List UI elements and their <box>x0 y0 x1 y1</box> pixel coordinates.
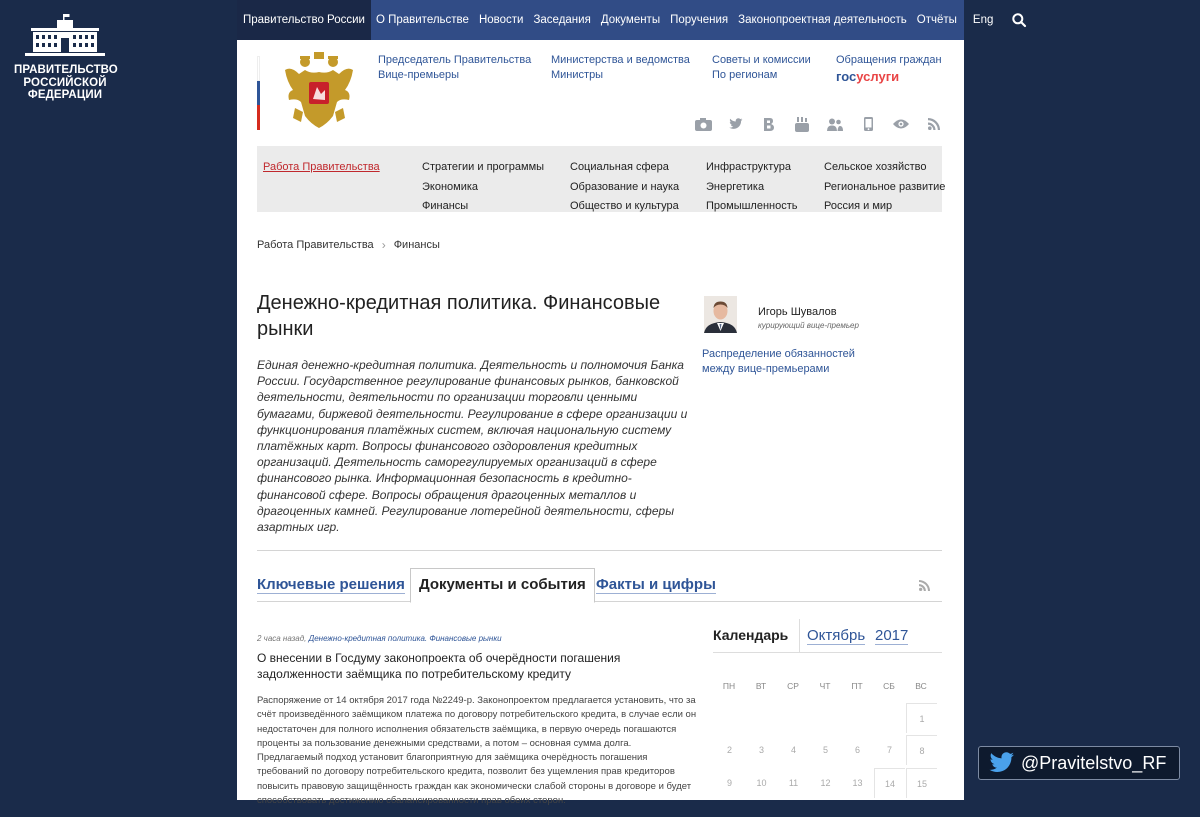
responsibilities-link-text: Распределение обязанностей между вице-премьерами <box>702 348 855 375</box>
calendar-year-select[interactable] <box>875 627 908 644</box>
nav-english[interactable]: Eng <box>972 14 994 26</box>
russian-flag-stripe <box>257 56 260 130</box>
brand-line-2: РОССИЙСКОЙ <box>23 76 107 89</box>
news-time: 2 часа назад, <box>257 634 307 643</box>
white-house-logo-icon <box>25 14 105 58</box>
weekday-label: ЧТ <box>819 681 831 691</box>
weekday-label: ВС <box>915 681 927 691</box>
search-icon <box>1012 13 1026 27</box>
menu-education[interactable]: Образование и наука <box>570 180 680 193</box>
calendar-day[interactable]: 4 <box>790 745 796 755</box>
link-regions[interactable]: По регионам <box>712 69 778 81</box>
mobile-icon[interactable] <box>860 117 876 131</box>
calendar-day[interactable]: 2 <box>726 745 732 755</box>
content-tabs <box>257 568 942 602</box>
menu-regional[interactable]: Региональное развитие <box>824 180 946 193</box>
nav-documents[interactable]: Документы <box>600 14 661 26</box>
calendar-day[interactable]: 8 <box>906 735 937 765</box>
header-col-leaders <box>378 53 531 83</box>
gosuslugi-part-1: гос <box>836 69 857 84</box>
calendar-day[interactable]: 9 <box>726 778 732 788</box>
nav-reports[interactable]: Отчёты <box>916 14 957 26</box>
header-col-councils <box>712 53 811 83</box>
menu-col-2 <box>570 158 679 217</box>
calendar-month-select[interactable] <box>807 627 865 644</box>
menu-finance[interactable]: Финансы <box>422 200 469 212</box>
calendar-month: Октябрь <box>807 627 866 644</box>
calendar-day[interactable]: 3 <box>758 745 764 755</box>
twitter-icon[interactable] <box>728 117 744 131</box>
top-navigation <box>237 0 994 40</box>
calendar-day[interactable]: 11 <box>788 778 799 788</box>
link-citizen-appeals[interactable]: Обращения граждан <box>836 54 942 66</box>
nav-instructions[interactable]: Поручения <box>670 14 729 26</box>
section-divider <box>257 550 942 551</box>
link-chairman[interactable]: Председатель Правительства <box>378 54 532 66</box>
menu-col-3 <box>706 158 798 217</box>
calendar-day[interactable]: 10 <box>756 778 767 788</box>
breadcrumb-item[interactable]: Работа Правительства <box>257 239 374 251</box>
menu-economy[interactable]: Экономика <box>422 180 479 193</box>
weekday-label: СР <box>787 681 799 691</box>
calendar-title: Календарь <box>713 627 789 643</box>
nav-news[interactable]: Новости <box>478 14 524 26</box>
calendar-header <box>713 617 942 653</box>
calendar-day[interactable]: 15 <box>906 768 937 798</box>
header-col-ministries <box>551 53 690 83</box>
tab-documents-events-label: Документы и события <box>419 576 586 593</box>
header-col-appeals <box>836 53 942 85</box>
link-ministries[interactable]: Министерства и ведомства <box>551 54 690 66</box>
tab-documents-events[interactable] <box>410 568 595 603</box>
brand-line-3: ФЕДЕРАЦИИ <box>27 89 103 101</box>
calendar-day[interactable]: 5 <box>822 745 828 755</box>
coat-of-arms-icon[interactable] <box>281 52 357 130</box>
avatar <box>704 296 737 333</box>
social-links <box>695 117 942 131</box>
calendar-day[interactable]: 12 <box>820 778 831 788</box>
menu-agriculture[interactable]: Сельское хозяйство <box>824 161 927 173</box>
weekday-label: СБ <box>883 681 895 691</box>
government-brand[interactable] <box>14 14 116 102</box>
calendar-year: 2017 <box>875 627 909 644</box>
menu-social[interactable]: Социальная сфера <box>570 161 669 173</box>
calendar-day[interactable]: 7 <box>886 745 892 755</box>
rss-icon[interactable] <box>919 578 930 596</box>
twitter-badge[interactable] <box>978 746 1180 780</box>
main-page <box>237 0 994 807</box>
menu-society[interactable]: Общество и культура <box>570 200 679 212</box>
eye-icon[interactable] <box>893 117 909 131</box>
menu-col-1 <box>422 158 544 217</box>
menu-russia-world[interactable]: Россия и мир <box>824 200 893 212</box>
weekday-label: ВТ <box>755 681 767 691</box>
calendar-day[interactable]: 13 <box>852 778 863 788</box>
calendar-divider <box>799 619 800 653</box>
weekday-label: ПТ <box>851 681 863 691</box>
news-tag-link[interactable]: Денежно-кредитная политика. Финансовые рынки <box>308 634 502 643</box>
link-vice-premiers[interactable]: Вице-премьеры <box>378 69 460 81</box>
nav-government-russia[interactable]: Правительство России <box>237 0 371 40</box>
vk-icon[interactable] <box>761 117 777 131</box>
menu-energy[interactable]: Энергетика <box>706 180 765 193</box>
news-meta <box>257 634 502 643</box>
breadcrumb-item[interactable]: Финансы <box>393 239 440 251</box>
menu-industry[interactable]: Промышленность <box>706 200 798 212</box>
tab-facts-figures[interactable] <box>596 568 716 602</box>
calendar-day[interactable]: 14 <box>874 768 905 798</box>
link-councils[interactable]: Советы и комиссии <box>712 54 811 66</box>
curator-name: Игорь Шувалов <box>758 306 837 318</box>
menu-government-work[interactable]: Работа Правительства <box>263 161 380 173</box>
calendar-day[interactable]: 1 <box>906 703 937 733</box>
section-menu <box>257 146 946 212</box>
camera-icon[interactable] <box>695 117 711 131</box>
nav-about-government[interactable]: О Правительстве <box>375 14 469 26</box>
page-title: Денежно-кредитная политика. Финансовые рынки <box>257 292 661 340</box>
responsibilities-link[interactable] <box>702 347 862 376</box>
people-icon[interactable] <box>827 117 843 131</box>
menu-col-4 <box>824 158 945 217</box>
tab-key-decisions-label: Ключевые решения <box>257 576 405 593</box>
menu-strategies[interactable]: Стратегии и программы <box>422 161 545 173</box>
chevron-right-icon: › <box>381 238 386 252</box>
site-header <box>237 40 964 140</box>
youtube-icon[interactable] <box>794 117 810 131</box>
menu-infrastructure[interactable]: Инфраструктура <box>706 161 792 173</box>
link-ministers[interactable]: Министры <box>551 69 604 81</box>
search-button[interactable] <box>1006 0 1032 40</box>
breadcrumb <box>257 238 440 252</box>
gosuslugi-logo[interactable] <box>836 68 942 85</box>
news-body: Распоряжение от 14 октября 2017 года №2249-р. Законопроектом предлагается установить, что за счёт произведённого заёмщиком платежа по договору потребительского кредита, в случае если он недостаточен для полного исполнения обязательств заёмщика, в первую очередь погашаются проценты за пользование денежными средствами, а потом – основная сумма долга. Предлагаемый подход установит благоприятную для заёмщика очерёдность погашения требований по договору потребительского кредита, позволит без ущемления прав кредиторов повысить правовую защищённость граждан как экономически слабой стороны в договоре и будет способствовать достижению сбалансированности прав обеих сторон. <box>257 695 697 807</box>
tab-key-decisions[interactable] <box>257 568 405 602</box>
tab-facts-figures-label: Факты и цифры <box>596 576 716 593</box>
gosuslugi-part-2: услуги <box>856 69 900 84</box>
nav-legislative-activity[interactable]: Законопроектная деятельность <box>738 14 907 26</box>
nav-meetings[interactable]: Заседания <box>533 14 591 26</box>
curator-role: курирующий вице-премьер <box>758 321 859 330</box>
rss-icon[interactable] <box>926 117 942 131</box>
page-description: Единая денежно-кредитная политика. Деятельность и полномочия Банка России. Государственное регулирование финансовых рынков, банковской деятельности, деятельности по организации торговли ценными бумагами, биржевой деятельности. Регулирование в сфере организации и функционирования платёжных систем, включая национальную систему платёжных карт. Вопросы финансового оздоровления кредитных организаций. Деятельность саморегулируемых организаций в сфере финансового рынка. Информационная безопасность в кредитно-финансовой сфере. Вопросы обращения драгоценных металлов и драгоценных камней. Регулирование лотерейной деятельности, сферы азартных игр. <box>257 358 688 535</box>
news-title-link[interactable]: О внесении в Госдуму законопроекта об очерёдности погашения задолженности заёмщика по потребительскому кредиту <box>257 651 621 681</box>
calendar <box>713 617 942 817</box>
twitter-handle: @Pravitelstvo_RF <box>1021 752 1167 773</box>
weekday-label: ПН <box>722 681 736 691</box>
calendar-day[interactable]: 6 <box>854 745 860 755</box>
twitter-bird-icon <box>989 752 1015 774</box>
brand-line-1: ПРАВИТЕЛЬСТВО <box>14 64 118 76</box>
